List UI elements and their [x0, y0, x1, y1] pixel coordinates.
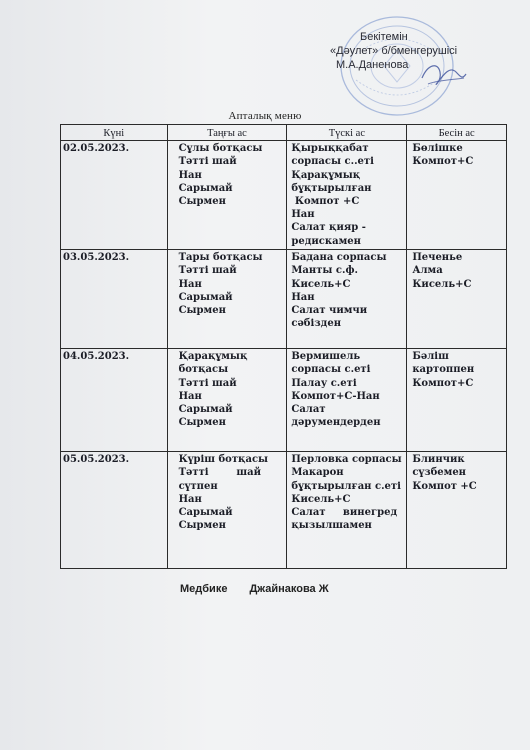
approval-line-1: Бекітемін	[360, 31, 408, 43]
header-afternoon: Бесін ас	[407, 125, 507, 141]
menu-line: редискамен	[291, 235, 361, 247]
menu-line: Кисель+С	[412, 278, 472, 290]
breakfast-cell	[167, 141, 287, 250]
menu-line: Компот +С	[412, 480, 477, 492]
menu-line: сәбізден	[291, 318, 342, 330]
menu-line: Сарымай	[178, 404, 233, 416]
menu-line: Салат чимчи	[291, 305, 368, 317]
menu-line: Салат винегред	[291, 507, 398, 519]
menu-line: Тәтті шай	[178, 265, 237, 277]
breakfast-cell	[167, 452, 287, 569]
menu-line: сүтпен	[178, 480, 218, 492]
menu-line: Компот+С	[412, 377, 474, 389]
menu-line: Нан	[178, 390, 202, 402]
date-cell: 05.05.2023.	[61, 452, 168, 569]
menu-line: Компот+С-Нан	[291, 390, 380, 402]
header-day: Күні	[61, 125, 168, 141]
lunch-cell	[287, 452, 407, 569]
menu-line: Нан	[178, 278, 202, 290]
menu-line: Сырмен	[178, 196, 226, 208]
table-header-row	[61, 125, 507, 141]
menu-line: Бөлішке	[412, 143, 463, 155]
menu-line: Бадана сорпасы	[291, 252, 387, 264]
date-cell: 03.05.2023.	[61, 250, 168, 349]
menu-line: Нан	[178, 169, 202, 181]
afternoon-cell	[407, 141, 507, 250]
menu-line: Қырыққабат	[291, 143, 369, 155]
menu-line: Тәтті шай	[178, 377, 237, 389]
menu-line: Сарымай	[178, 182, 233, 194]
date-cell: 02.05.2023.	[61, 141, 168, 250]
header-breakfast: Таңғы ас	[167, 125, 287, 141]
afternoon-cell	[407, 452, 507, 569]
menu-line: Нан	[291, 291, 315, 303]
nurse-role: Медбике	[180, 583, 228, 595]
menu-line: Алма	[412, 265, 443, 277]
menu-line: картоппен	[412, 364, 475, 376]
breakfast-cell	[167, 250, 287, 349]
menu-line: Сұлы ботқасы	[178, 143, 263, 155]
lunch-cell	[287, 250, 407, 349]
breakfast-cell	[167, 349, 287, 452]
menu-line: Тары ботқасы	[178, 252, 263, 264]
menu-line: Күріш ботқасы	[178, 454, 269, 466]
menu-line: Сарымай	[178, 507, 233, 519]
menu-line: Сырмен	[178, 520, 226, 532]
menu-line: Кисель+С	[291, 278, 351, 290]
page-title: Апталық меню	[228, 110, 302, 122]
menu-line: Блинчик	[412, 454, 465, 466]
weekly-menu-table	[60, 124, 507, 569]
nurse-signature-line	[180, 583, 329, 595]
menu-line: Печенье	[412, 252, 463, 264]
menu-line: Нан	[291, 209, 315, 221]
approval-line-2: «Дәулет» б/бменгерушісі	[330, 45, 458, 57]
signature-mark	[418, 58, 470, 92]
menu-line: Қарақұмық	[178, 351, 248, 363]
menu-line: Кисель+С	[291, 493, 351, 505]
menu-line: бұқтырылған	[291, 182, 372, 194]
menu-line: Салат қияр -	[291, 222, 366, 234]
menu-line: Макарон	[291, 467, 344, 479]
menu-line: Манты с.ф.	[291, 265, 358, 277]
nurse-name: Джайнакова Ж	[249, 583, 329, 595]
menu-line: дәрумендерден	[291, 417, 381, 429]
afternoon-cell	[407, 349, 507, 452]
date-cell: 04.05.2023.	[61, 349, 168, 452]
menu-line: Тәтті шай	[178, 156, 237, 168]
lunch-cell	[287, 141, 407, 250]
afternoon-cell	[407, 250, 507, 349]
menu-line: Компот +С	[291, 196, 360, 208]
menu-line: сорпасы с.еті	[291, 364, 371, 376]
menu-line: бұқтырылған с.еті	[291, 480, 401, 492]
header-lunch: Түскі ас	[287, 125, 407, 141]
menu-line: Қарақұмық	[291, 169, 361, 181]
menu-line: Сырмен	[178, 305, 226, 317]
menu-line: Салат	[291, 404, 326, 416]
menu-line: Тәтті шай	[178, 467, 262, 479]
menu-line: ботқасы	[178, 364, 229, 376]
lunch-cell	[287, 349, 407, 452]
menu-line: Бәліш	[412, 351, 449, 363]
menu-line: Вермишель	[291, 351, 361, 363]
table-row	[61, 141, 507, 250]
menu-line: сорпасы с..еті	[291, 156, 374, 168]
menu-line: Компот+С	[412, 156, 474, 168]
menu-line: Сарымай	[178, 291, 233, 303]
menu-line: сүзбемен	[412, 467, 466, 479]
menu-line: Палау с.еті	[291, 377, 357, 389]
approval-line-3: М.А.Даненова	[336, 59, 409, 71]
menu-line: Нан	[178, 493, 202, 505]
table-row	[61, 452, 507, 569]
table-row	[61, 349, 507, 452]
table-row	[61, 250, 507, 349]
menu-line: Перловка сорпасы	[291, 454, 402, 466]
menu-line: Сырмен	[178, 417, 226, 429]
menu-line: қызылшамен	[291, 520, 372, 532]
